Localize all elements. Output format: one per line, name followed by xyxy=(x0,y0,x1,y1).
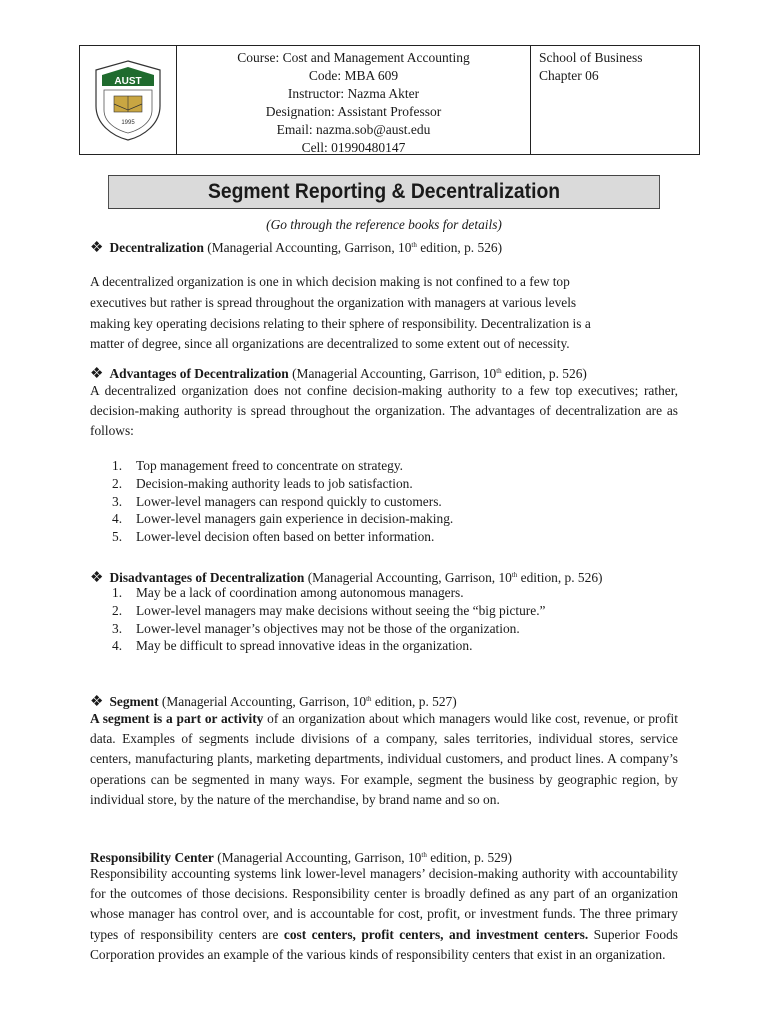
advantages-list xyxy=(90,457,678,546)
list-item: 2. Lower-level managers may make decisions without seeing the “big picture.” xyxy=(112,602,546,618)
list-item: 3. Lower-level manager’s objectives may not be those of the organization. xyxy=(112,620,520,636)
course-code: Code: MBA 609 xyxy=(308,68,399,83)
email: Email: nazma.sob@aust.edu xyxy=(276,122,431,137)
diamond-bullet-icon: ❖ xyxy=(90,694,104,710)
list-item: 5. Lower-level decision often based on better information. xyxy=(112,529,435,545)
logo-cell xyxy=(80,46,177,154)
section-segment-heading: ❖ Segment (Managerial Accounting, Garrison, 10th edition, p. 527) xyxy=(90,694,457,710)
disadvantages-list xyxy=(90,584,678,655)
section-responsibility-heading: Responsibility Center (Managerial Accounting, Garrison, 10th edition, p. 529) xyxy=(90,850,513,865)
list-item: 4. Lower-level managers gain experience in decision-making. xyxy=(112,511,454,527)
list-item: 3. Lower-level managers can respond quickly to customers. xyxy=(112,493,442,509)
decentralization-paragraph: A decentralized organization is one in which decision making is not confined to a few top executives but rather is spread throughout the organization with managers at various levels making key operating decisions relating to their sphere of responsibility. Decentralization is a matter of degree, since all organizations are decentralized to some extent out of necessity. xyxy=(90,274,591,352)
course-info-cell xyxy=(177,46,531,154)
section-disadvantages-heading: ❖ Disadvantages of Decentralization (Managerial Accounting, Garrison, 10th edition, p. 526) xyxy=(90,570,603,586)
section-advantages-heading: ❖ Advantages of Decentralization (Managerial Accounting, Garrison, 10th edition, p. 526) xyxy=(90,366,587,382)
list-item: 2. Decision-making authority leads to job satisfaction. xyxy=(112,475,413,491)
designation: Designation: Assistant Professor xyxy=(265,104,442,119)
advantages-paragraph: A decentralized organization does not confine decision-making authority to a few top executives; rather, decision-making authority is spread throughout the organization. The advantages of decentralization are as follows: xyxy=(90,383,678,439)
svg-text:1995: 1995 xyxy=(121,120,135,126)
instructor: Instructor: Nazma Akter xyxy=(287,86,420,101)
list-item: 4. May be difficult to spread innovative ideas in the organization. xyxy=(112,638,473,654)
school-cell xyxy=(531,46,699,154)
list-item: 1. May be a lack of coordination among autonomous managers. xyxy=(112,585,464,600)
section-decentralization-heading: ❖ Decentralization (Managerial Accounting, Garrison, 10th edition, p. 526) xyxy=(90,240,503,256)
university-logo xyxy=(92,58,164,142)
diamond-bullet-icon: ❖ xyxy=(90,570,104,586)
school-name: School of Business xyxy=(539,50,643,65)
diamond-bullet-icon: ❖ xyxy=(90,240,104,256)
segment-paragraph: A segment is a part or activity of an organization about which managers would like cost, revenue, or profit data. Examples of segments include divisions of a company, sales territories, individual stores, service centers, manufacturing plants, marketing departments, individual customers, and product lines. A company’s operations can be segmented in many ways. For example, segment the business by geographic region, by individual store, by the nature of the merchandise, by brand name and so on. xyxy=(90,711,678,807)
course-name: Course: Cost and Management Accounting xyxy=(237,50,470,65)
responsibility-paragraph: Responsibility accounting systems link lower-level managers’ decision-making authority with accountability for the outcomes of those decisions. Responsibility center is broadly defined as any part of an organization whose manager has control over, and is accountable for cost, profit, or investment funds. The three primary types of responsibility centers are cost centers, profit centers, and investment centers. Superior Foods Corporation provides an example of the various kinds of responsibility centers that exist in an organization. xyxy=(90,866,678,962)
chapter-label: Chapter 06 xyxy=(539,68,599,83)
page-title: Segment Reporting & Decentralization xyxy=(108,175,660,209)
list-item: 1. Top management freed to concentrate on strategy. xyxy=(112,458,404,473)
svg-text:AUST: AUST xyxy=(114,76,142,87)
subtitle: (Go through the reference books for details) xyxy=(266,217,502,232)
header-table xyxy=(79,45,700,155)
diamond-bullet-icon: ❖ xyxy=(90,366,104,382)
cell-phone: Cell: 01990480147 xyxy=(301,140,406,155)
